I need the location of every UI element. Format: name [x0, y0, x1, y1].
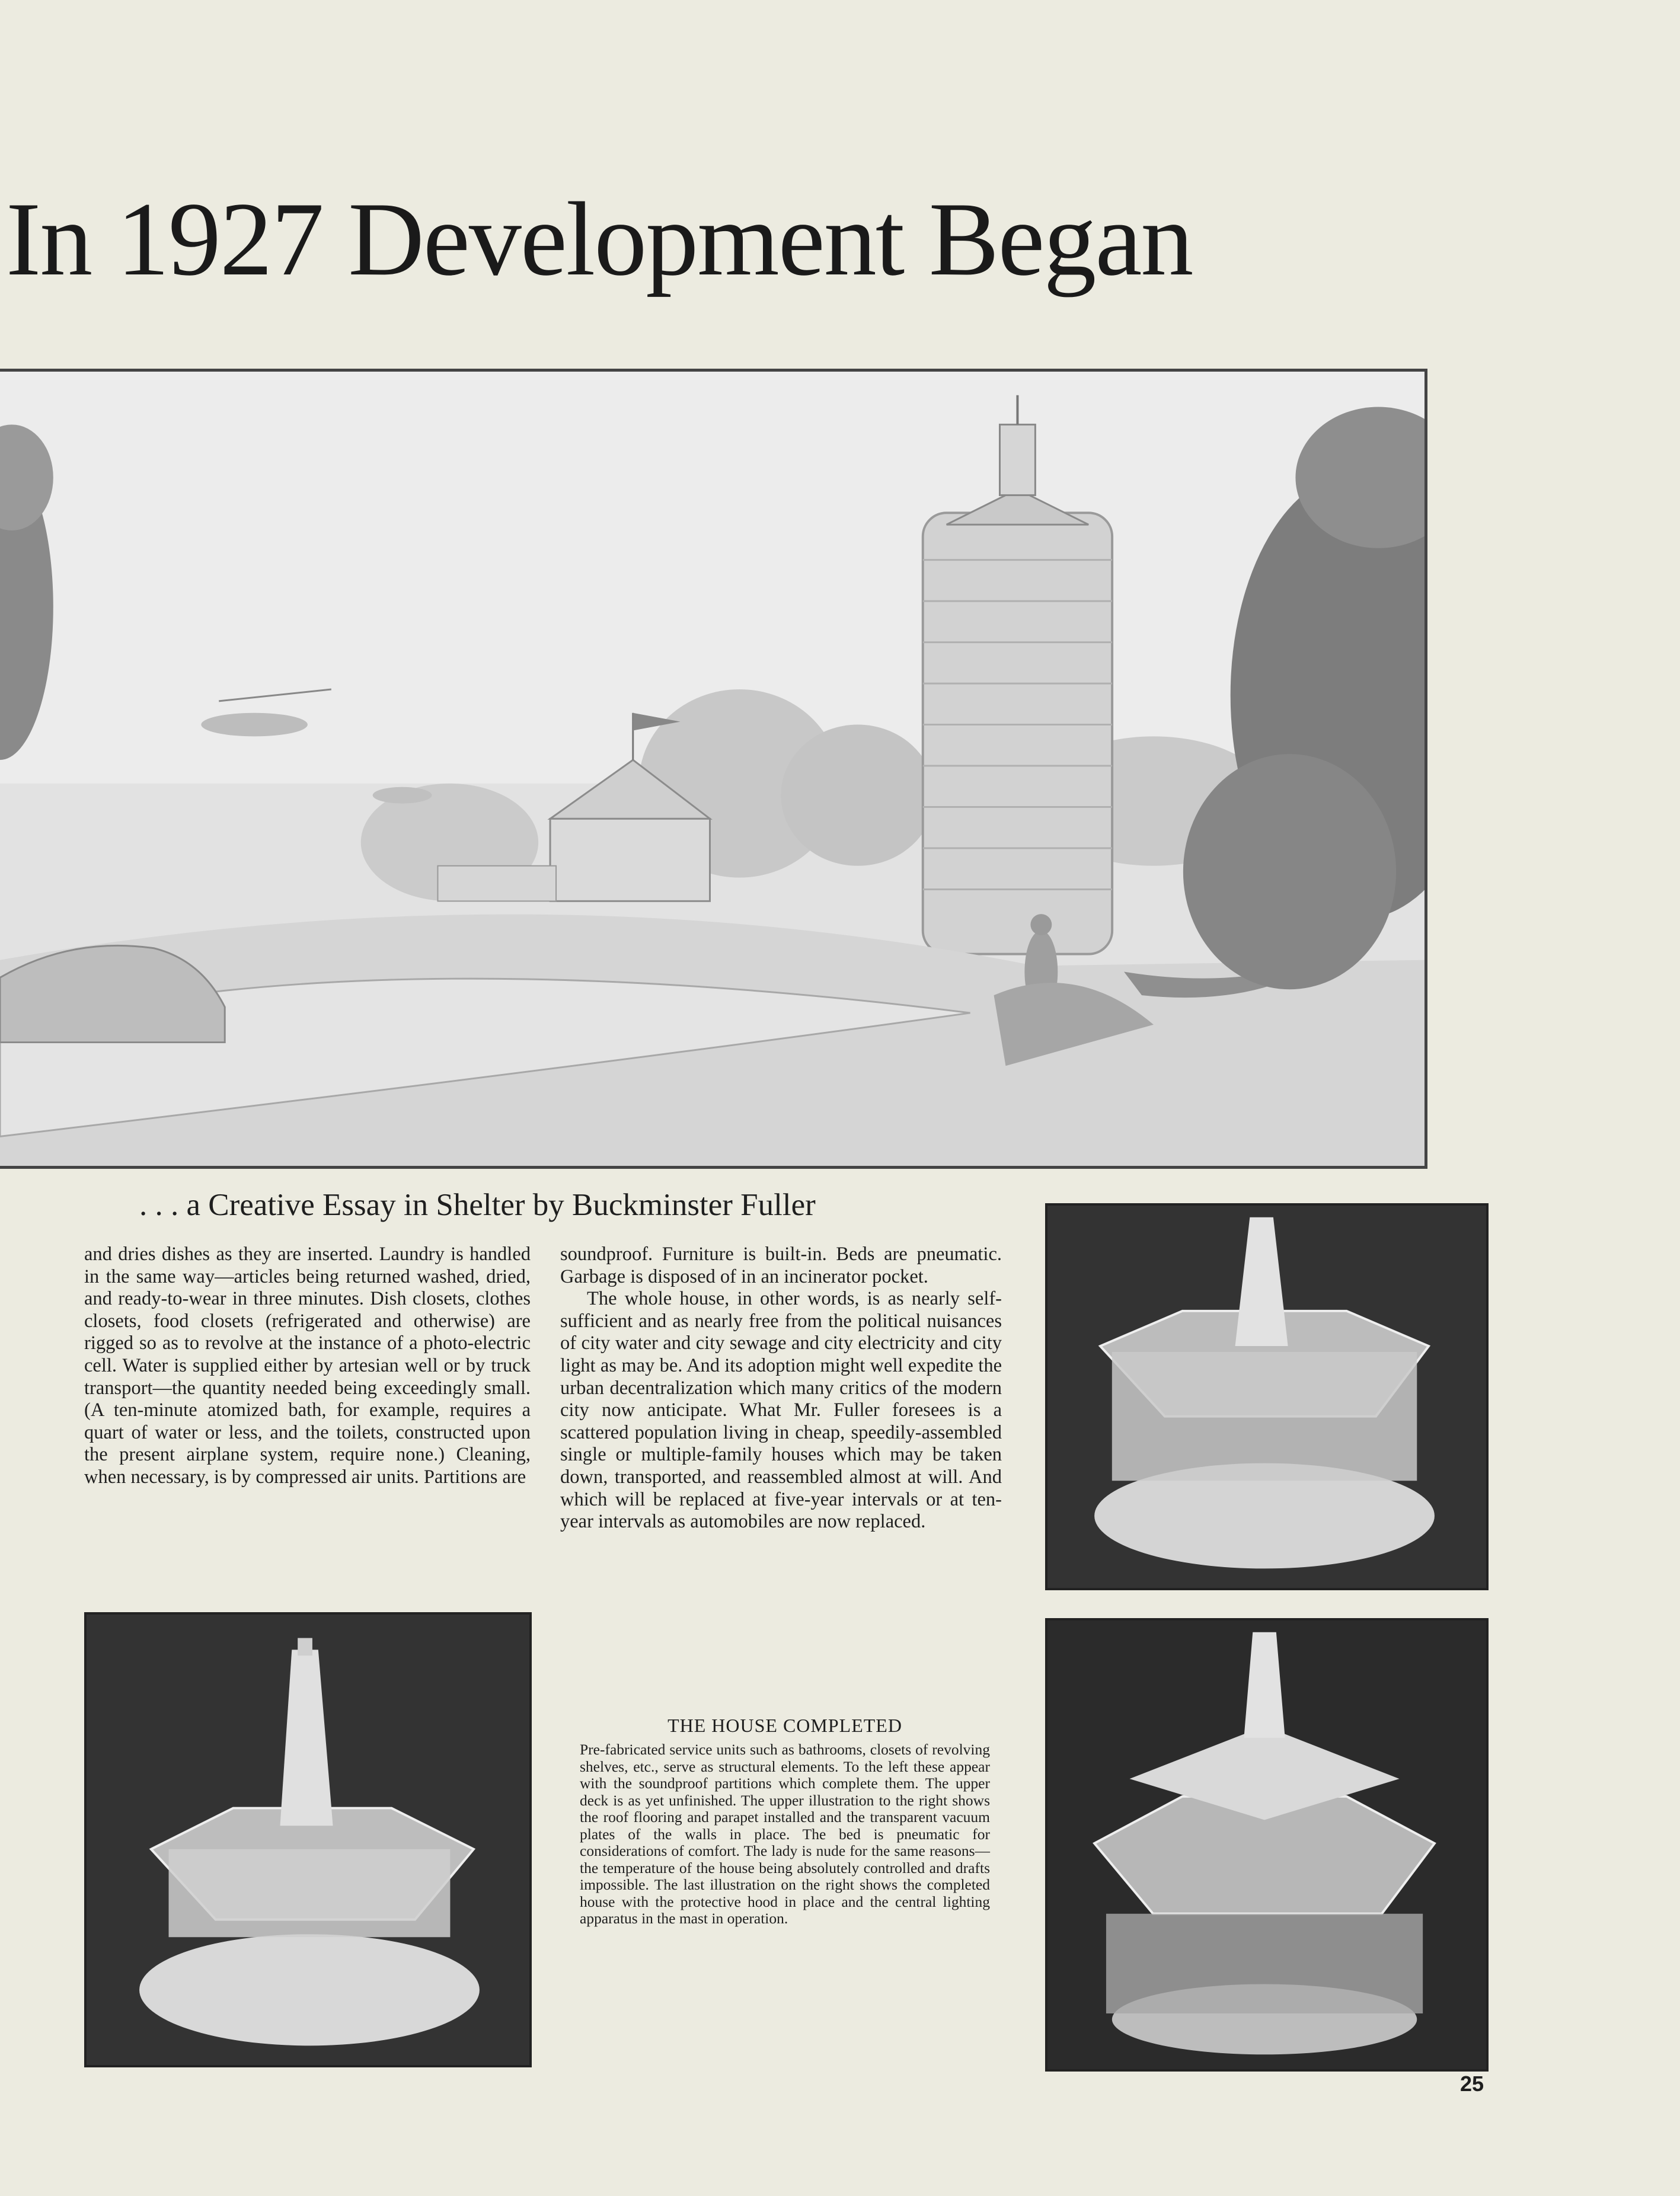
body-paragraph: and dries dishes as they are inserted. Laundry is handled in the same way—articles being returned washed, dried, and ready-to-wear in three minutes. Dish closets, clothes closets, food closets (refrigerated and otherwise) are rigged so as to revolve at the instance of a photo-electric cell. Water is supplied either by artesian well or by truck transport—the quantity needed being exceedingly small. (A ten-minute atomized bath, for example, requires a quart of water or less, and the toilets, constructed upon the present airplane system, require none.) Cleaning, when necessary, is by compressed air units. Partitions are — [84, 1244, 531, 1488]
body-paragraph: The whole house, in other words, is as nearly self-sufficient and as nearly free from the political nuisances of city water and city sewage and city electricity and city light as may be. And its adoption might well expedite the urban decentralization which many critics of the modern city now anticipate. What Mr. Fuller foresees is a scattered population living in cheap, speedily-assembled single or multiple-family houses which may be taken down, transported, and reassembled almost at will. And which will be replaced at five-year intervals or at ten-year intervals as automobiles are now replaced. — [560, 1288, 1002, 1533]
hero-illustration — [0, 369, 1427, 1169]
headline: In 1927 Development Began — [6, 180, 1193, 298]
photo-house-roof-installed — [1045, 1203, 1489, 1590]
body-column-2 — [560, 1244, 1002, 1533]
body-paragraph: soundproof. Furniture is built-in. Beds are pneumatic. Garbage is disposed of in an incinerator pocket. — [560, 1244, 1002, 1287]
caption-text: Pre-fabricated service units such as bathrooms, closets of revolving shelves, etc., serve as structural elements. To the left these appear with the soundproof partitions which complete them. The upper deck is as yet unfinished. The upper illustration to the right shows the roof flooring and parapet installed and the transparent vacuum plates of the walls in place. The bed is pneumatic for considerations of comfort. The lady is nude for the same reasons—the temperature of the house being absolutely controlled and drafts impossible. The last illustration on the right shows the completed house with the protective hood in place and the central lighting apparatus in the mast in operation. — [580, 1741, 990, 1927]
page-number: 25 — [1460, 2072, 1484, 2096]
landscape-sketch — [0, 372, 1425, 1166]
caption-heading: THE HOUSE COMPLETED — [667, 1715, 902, 1736]
body-column-1 — [84, 1244, 531, 1489]
photo-house-hood-completed — [1045, 1618, 1489, 2072]
photo-house-partitions — [84, 1612, 532, 2067]
byline: . . . a Creative Essay in Shelter by Buckminster Fuller — [139, 1188, 816, 1222]
